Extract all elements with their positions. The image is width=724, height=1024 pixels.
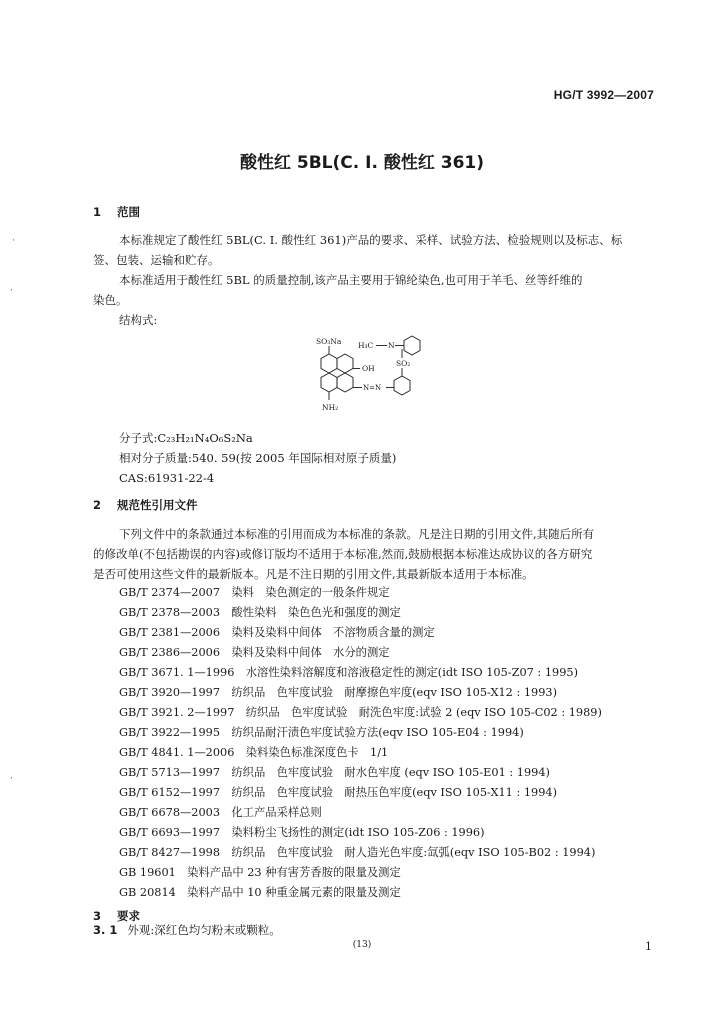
clause-number: 3. 1: [93, 923, 118, 937]
section-title: 规范性引用文件: [117, 498, 198, 512]
molecular-formula: 分子式:C₂₃H₂₁N₄O₆S₂Na: [119, 431, 253, 445]
reference-code: GB/T 3671. 1—1996: [119, 666, 235, 679]
reference-title: 染料及染料中间体 不溶物质含量的测定: [231, 626, 435, 639]
reference-code: GB/T 2381—2006: [119, 626, 221, 639]
azo-label: N=N: [363, 384, 382, 392]
reference-title: 染料产品中 23 种有害芳香胺的限量及测定: [187, 866, 401, 879]
scope-paragraph-2-line-1: 本标准适用于酸性红 5BL 的质量控制,该产品主要用于锦纶染色,也可用于羊毛、丝等纤维的: [119, 273, 583, 287]
section-1-heading: [93, 204, 140, 220]
section-number: 1: [93, 205, 102, 219]
reference-item: [119, 644, 390, 660]
scan-mark: ·: [10, 286, 13, 296]
reference-item: [119, 624, 435, 640]
reference-code: GB/T 6152—1997: [119, 786, 221, 799]
reference-item: [119, 784, 557, 800]
scope-paragraph-2-line-2: 染色。: [93, 293, 128, 307]
reference-code: GB 20814: [119, 886, 176, 899]
structural-formula: [300, 330, 450, 422]
reference-title: 纺织品 色牢度试验 耐洗色牢度:试验 2 (eqv ISO 105-C02 : 1989): [245, 706, 602, 719]
reference-item: [119, 684, 557, 700]
reference-code: GB/T 3920—1997: [119, 686, 221, 699]
reference-code: GB/T 8427—1998: [119, 846, 221, 859]
naphthalene-right-ring: [337, 354, 353, 373]
reference-code: GB/T 3922—1995: [119, 726, 221, 739]
page-title: 酸性红 5BL(C. I. 酸性红 361): [239, 153, 485, 173]
reference-item: [119, 844, 595, 860]
normative-intro-line-1: 下列文件中的条款通过本标准的引用而成为本标准的条款。凡是注日期的引用文件,其随后所有: [119, 527, 595, 541]
naphthalene-lower-left-ring: [321, 373, 337, 392]
reference-code: GB 19601: [119, 866, 176, 879]
clause-text: 外观:深红色均匀粉末或颗粒。: [127, 923, 281, 937]
reference-title: 染料产品中 10 种重金属元素的限量及测定: [187, 886, 401, 899]
reference-item: [119, 764, 550, 780]
reference-code: GB/T 5713—1997: [119, 766, 221, 779]
reference-title: 染料 染色测定的一般条件规定: [231, 586, 390, 599]
section-title: 范围: [117, 205, 141, 219]
reference-title: 水溶性染料溶解度和溶液稳定性的测定(idt ISO 105-Z07 : 1995): [245, 666, 578, 679]
reference-title: 染料染色标准深度色卡 1/1: [245, 746, 389, 759]
reference-title: 化工产品采样总则: [231, 806, 322, 819]
reference-code: GB/T 3921. 2—1997: [119, 706, 235, 719]
reference-item: [119, 804, 322, 820]
naphthalene-left-ring: [321, 354, 337, 373]
scope-paragraph-1-line-1: 本标准规定了酸性红 5BL(C. I. 酸性红 361)产品的要求、采样、试验方法、检验规则以及标志、标: [119, 233, 623, 247]
cas-number: CAS:61931-22-4: [119, 471, 215, 485]
reference-title: 纺织品 色牢度试验 耐热压色牢度(eqv ISO 105-X11 : 1994): [231, 786, 558, 799]
reference-title: 染料及染料中间体 水分的测定: [231, 646, 390, 659]
reference-item: [119, 584, 390, 600]
molecular-mass: 相对分子质量:540. 59(按 2005 年国际相对原子质量): [119, 451, 397, 465]
scope-paragraph-1-line-2: 签、包装、运输和贮存。: [93, 253, 220, 267]
section-number: 2: [93, 498, 102, 512]
reference-item: [119, 664, 578, 680]
page-number: 1: [645, 940, 652, 953]
oh-label: OH: [362, 364, 375, 373]
reference-item: [119, 604, 401, 620]
section-title: 要求: [117, 909, 141, 923]
reference-title: 纺织品 色牢度试验 耐摩擦色牢度(eqv ISO 105-X12 : 1993): [231, 686, 558, 699]
reference-title: 染料粉尘飞扬性的测定(idt ISO 105-Z06 : 1996): [231, 826, 485, 839]
naphthalene-lower-right-ring: [337, 373, 353, 392]
reference-title: 纺织品 色牢度试验 耐人造光色牢度:氙弧(eqv ISO 105-B02 : 1994): [231, 846, 596, 859]
requirement-3-1: [93, 920, 281, 940]
reference-item: [119, 884, 401, 900]
reference-item: [119, 744, 388, 760]
page-footer-code: (13): [352, 940, 372, 950]
benzene-ring: [394, 376, 410, 395]
so2-label: SO₂: [396, 359, 411, 368]
normative-intro-line-2: 的修改单(不包括勘误的内容)或修订版均不适用于本标准,然而,鼓励根据本标准达成协议的各方研究: [93, 547, 593, 561]
so3na-label: SO₃Na: [316, 337, 342, 346]
nh2-label: NH₂: [322, 403, 339, 412]
standard-code: HG/T 3992—2007: [553, 88, 654, 102]
scan-mark: ·: [12, 236, 15, 246]
reference-item: [119, 824, 485, 840]
phenyl-ring: [404, 336, 420, 355]
n-label: N: [388, 341, 395, 350]
normative-intro-line-3: 是否可使用这些文件的最新版本。凡是不注日期的引用文件,其最新版本适用于本标准。: [93, 567, 534, 581]
structure-label: 结构式:: [119, 313, 158, 327]
reference-code: GB/T 4841. 1—2006: [119, 746, 235, 759]
reference-code: GB/T 2386—2006: [119, 646, 221, 659]
reference-item: [119, 704, 602, 720]
reference-title: 纺织品 色牢度试验 耐水色牢度 (eqv ISO 105-E01 : 1994): [231, 766, 550, 779]
reference-item: [119, 864, 401, 880]
section-2-heading: [93, 497, 198, 513]
reference-code: GB/T 2374—2007: [119, 586, 221, 599]
h3c-label: H₃C: [358, 341, 374, 350]
reference-code: GB/T 6678—2003: [119, 806, 221, 819]
reference-code: GB/T 2378—2003: [119, 606, 221, 619]
scan-mark: ·: [10, 774, 13, 784]
reference-code: GB/T 6693—1997: [119, 826, 221, 839]
section-number: 3: [93, 909, 102, 923]
reference-title: 纺织品耐汗渍色牢度试验方法(eqv ISO 105-E04 : 1994): [231, 726, 524, 739]
reference-item: [119, 724, 524, 740]
reference-title: 酸性染料 染色色光和强度的测定: [231, 606, 401, 619]
